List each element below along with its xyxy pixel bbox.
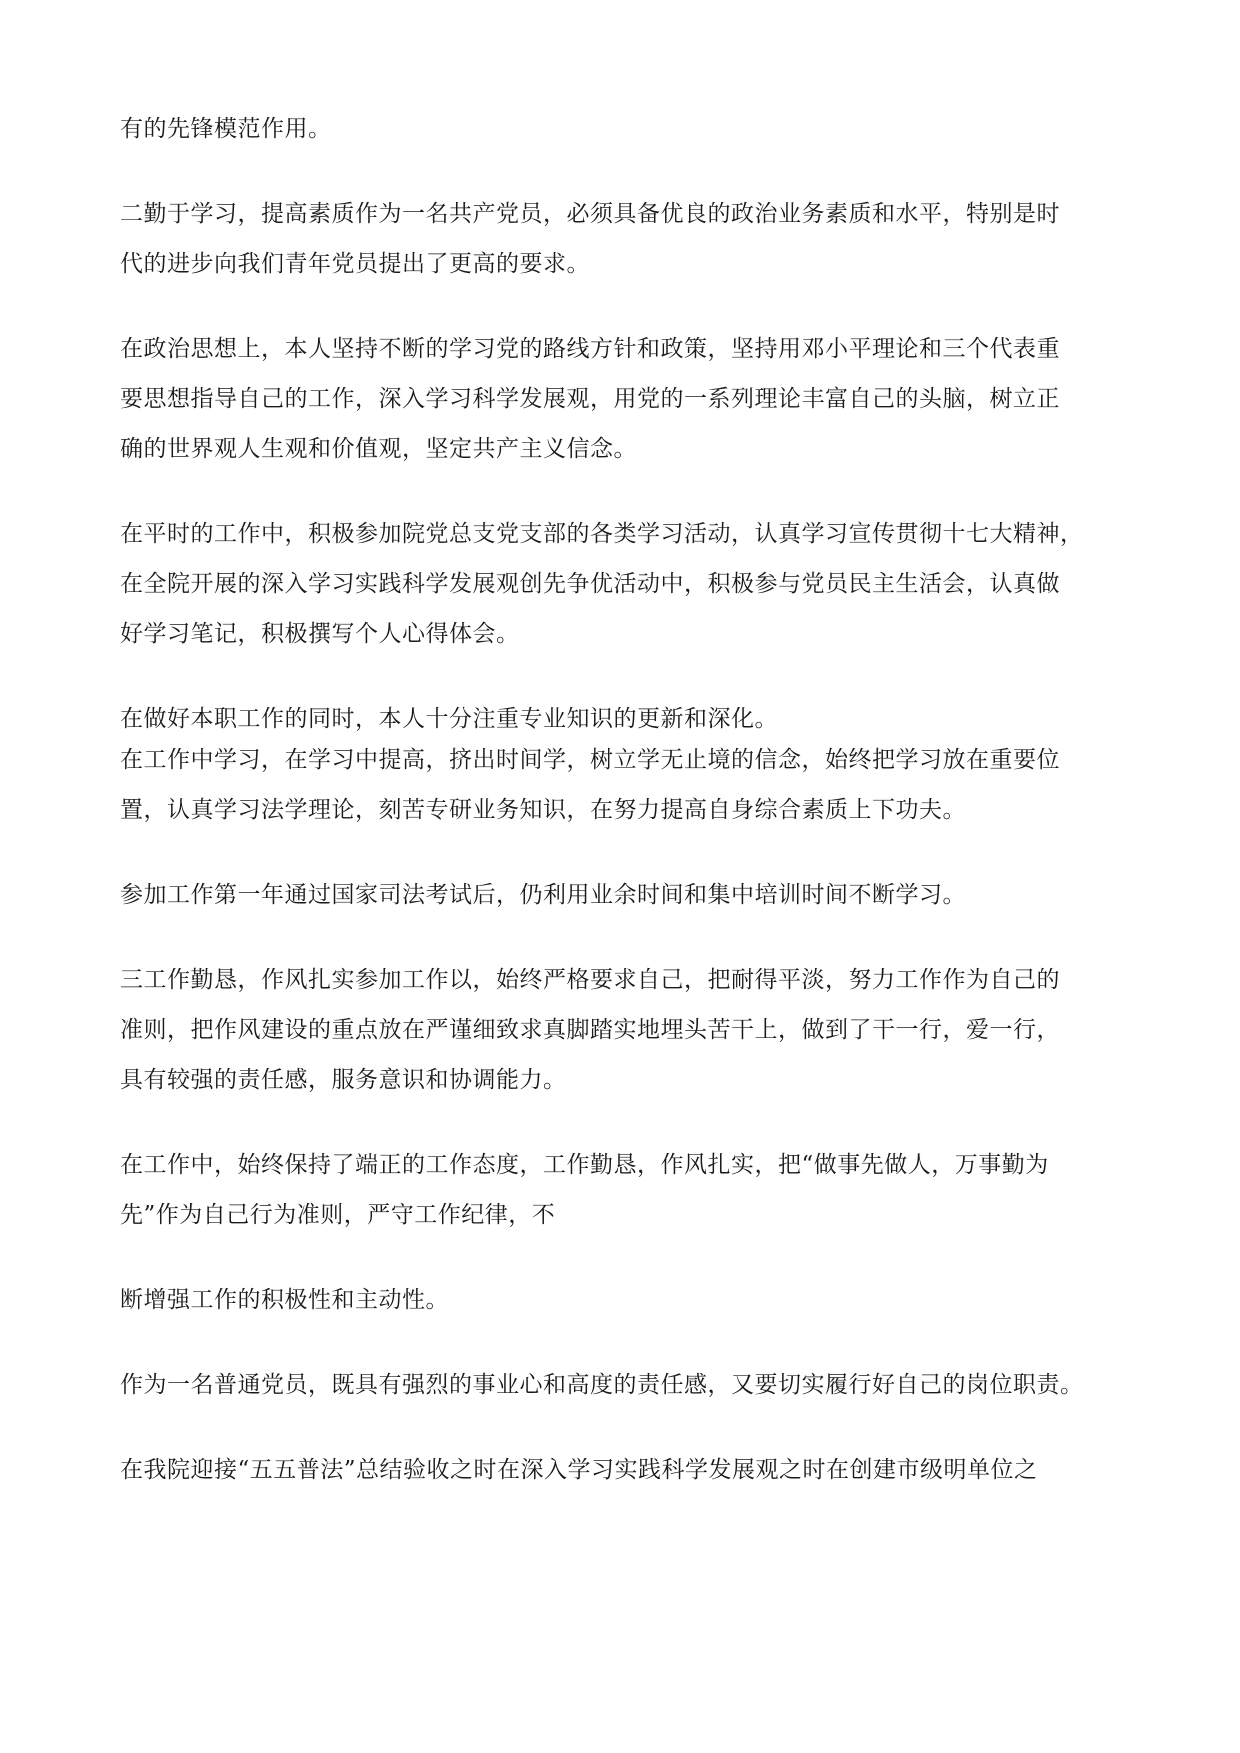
text-line: 断增强工作的积极性和主动性。: [120, 1287, 449, 1313]
text-line: 参加工作第一年通过国家司法考试后，仍利用业余时间和集中培训时间不断学习。: [120, 882, 966, 908]
text-line: 要思想指导自己的工作，深入学习科学发展观，用党的一系列理论丰富自己的头脑，树立正: [120, 386, 1060, 412]
text-line: 有的先锋模范作用。: [120, 116, 332, 142]
text-line: 具有较强的责任感，服务意识和协调能力。: [120, 1067, 567, 1093]
text-line: 在全院开展的深入学习实践科学发展观创先争优活动中，积极参与党员民主生活会，认真做: [120, 571, 1060, 597]
text-line: 在工作中学习，在学习中提高，挤出时间学，树立学无止境的信念，始终把学习放在重要位: [120, 747, 1060, 773]
text-line: 在我院迎接“五五普法”总结验收之时在深入学习实践科学发展观之时在创建市级明单位之: [120, 1457, 1038, 1483]
text-line: 在平时的工作中，积极参加院党总支党支部的各类学习活动，认真学习宣传贯彻十七大精神，: [120, 521, 1084, 547]
text-line: 准则，把作风建设的重点放在严谨细致求真脚踏实地埋头苦干上，做到了干一行，爱一行，: [120, 1017, 1060, 1043]
text-line: 先”作为自己行为准则，严守工作纪律，不: [120, 1202, 556, 1228]
text-line: 二勤于学习，提高素质作为一名共产党员，必须具备优良的政治业务素质和水平，特别是时: [120, 201, 1060, 227]
text-line: 在工作中，始终保持了端正的工作态度，工作勤恳，作风扎实，把“做事先做人，万事勤为: [120, 1152, 1049, 1178]
text-line: 三工作勤恳，作风扎实参加工作以，始终严格要求自己，把耐得平淡，努力工作作为自己的: [120, 967, 1060, 993]
text-line: 确的世界观人生观和价值观，坚定共产主义信念。: [120, 436, 637, 462]
text-line: 好学习笔记，积极撰写个人心得体会。: [120, 621, 520, 647]
text-line: 置，认真学习法学理论，刻苦专研业务知识，在努力提高自身综合素质上下功夫。: [120, 797, 966, 823]
text-line: 在做好本职工作的同时，本人十分注重专业知识的更新和深化。: [120, 706, 778, 732]
text-line: 在政治思想上，本人坚持不断的学习党的路线方针和政策，坚持用邓小平理论和三个代表重: [120, 336, 1060, 362]
text-line: 代的进步向我们青年党员提出了更高的要求。: [120, 251, 590, 277]
text-line: 作为一名普通党员，既具有强烈的事业心和高度的责任感，又要切实履行好自己的岗位职责。: [120, 1372, 1084, 1398]
